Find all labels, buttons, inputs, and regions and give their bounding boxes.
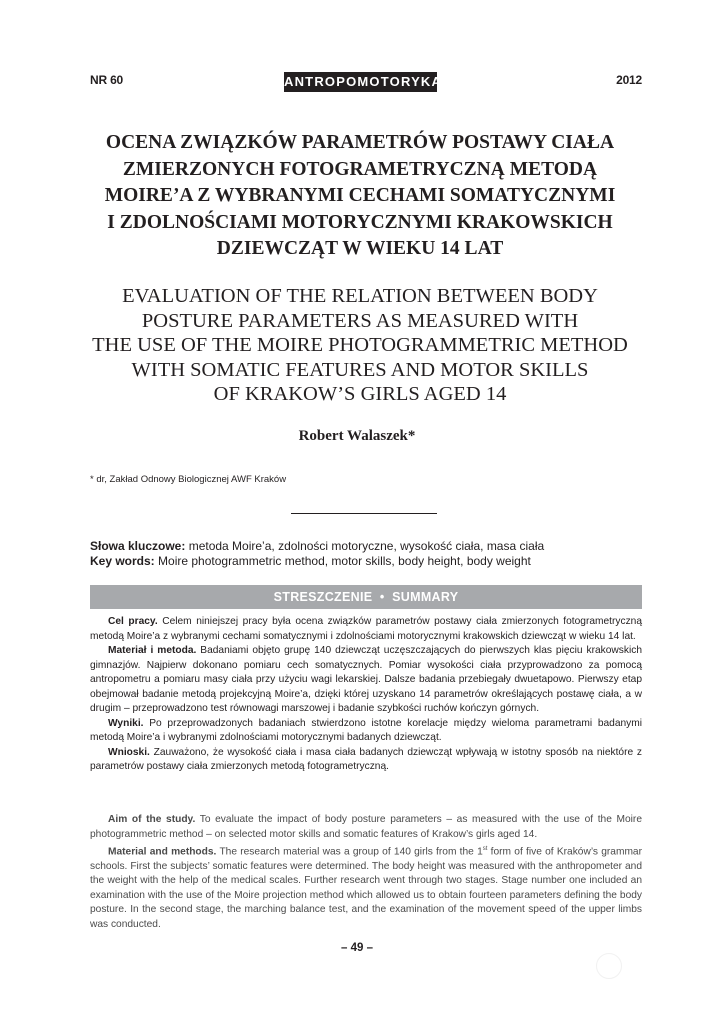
ordinal-suffix: st xyxy=(482,846,488,852)
watermark-logo-icon xyxy=(596,953,622,979)
abstract-label: Wyniki. xyxy=(108,717,144,729)
author-affiliation: * dr, Zakład Odnowy Biologicznej AWF Kraków xyxy=(90,474,287,485)
separator-rule xyxy=(291,513,437,514)
title-en-line: POSTURE PARAMETERS AS MEASURED WITH xyxy=(141,309,579,332)
keywords-english xyxy=(90,554,650,569)
page-number: – 49 – xyxy=(341,942,373,954)
title-pl-line: DZIEWCZĄT W WIEKU 14 LAT xyxy=(216,238,504,259)
title-en-line: EVALUATION OF THE RELATION BETWEEN BODY xyxy=(122,285,598,307)
abstract-text: The research material was a group of 140 girls from the 1 xyxy=(216,846,483,858)
abstract-label: Materiał i metoda. xyxy=(108,645,197,656)
summary-heading-bar: STRESZCZENIE • SUMMARY xyxy=(90,585,642,609)
author-name: Robert Walaszek* xyxy=(298,428,416,444)
title-en-line: WITH SOMATIC FEATURES AND MOTOR SKILLS xyxy=(131,358,589,381)
abstract-polish xyxy=(90,615,642,775)
abstract-english xyxy=(90,813,642,932)
abstract-label: Cel pracy. xyxy=(108,616,158,627)
title-en-line: OF KRAKOW’S GIRLS AGED 14 xyxy=(213,383,507,405)
title-pl-line: OCENA ZWIĄZKÓW PARAMETRÓW POSTAWY CIAŁA xyxy=(105,132,615,153)
abstract-label: Wnioski. xyxy=(108,746,150,758)
abstract-paragraph xyxy=(90,813,642,842)
title-pl-line: MOIRE’A Z WYBRANYMI CECHAMI SOMATYCZNYMI xyxy=(104,185,616,206)
keywords-pl-label: Słowa kluczowe: xyxy=(90,539,186,553)
abstract-label: Aim of the study. xyxy=(108,814,196,825)
abstract-paragraph xyxy=(90,717,642,746)
abstract-text: To evaluate the impact of body posture parameters – as measured with the use of the Moire photogrammetric method – on selected motor skills and somatic features of Krakow’s girls aged 14. xyxy=(90,814,642,840)
keywords-polish xyxy=(90,539,650,554)
keywords-en-label: Key words: xyxy=(90,554,155,568)
abstract-text: form of five of Kraków’s grammar schools. First the subjects’ somatic features were determined. The body height was measured with the anthropometer and the weight with the help of the medical scales. Further research went through two stages. Stage number one included an examination with the use of the Moire projection method which allowed us to obtain fourteen parameters defining the body posture. In the second stage, the marching balance test, and the examination of the movement speed of the upper limbs was conducted. xyxy=(90,846,642,930)
title-en-line: THE USE OF THE MOIRE PHOTOGRAMMETRIC METHOD xyxy=(92,334,628,356)
keywords-pl-text: metoda Moire’a, zdolności motoryczne, wysokość ciała, masa ciała xyxy=(185,539,545,553)
journal-name-badge: ANTROPOMOTORYKA xyxy=(284,72,437,92)
abstract-label: Material and methods. xyxy=(108,846,217,858)
abstract-text: Badaniami objęto grupę 140 dziewcząt uczęszczających do pierwszych klas pięciu krakowskich gimnazjów. Najpierw dokonano pomiaru cech somatycznych. Pomiar wysokości ciała przyprowadzono za pomocą antropometru a pomiaru masy ciała przy użyciu wagi lekarskiej. Dalsze badania przebiegały dwuetapowo. Pierwszy etap obejmował badanie metodą projekcyjną Moire’a, dzięki której uzyskano 14 parametrów określających postawę ciała, a w drugim – przeprowadzono test równowagi marszowej i badanie szybkości ruchów kończyn górnych. xyxy=(90,645,642,714)
abstract-paragraph xyxy=(90,644,642,717)
keywords-en-text: Moire photogrammetric method, motor skills, body height, body weight xyxy=(154,554,531,568)
issue-year: 2012 xyxy=(616,73,642,87)
abstract-paragraph xyxy=(90,615,642,644)
abstract-text: Zauważono, że wysokość ciała i masa ciała badanych dziewcząt wpływają w istotny sposób na niektóre z parametrów postawy ciała zmierzonych metodą fotogrametryczną. xyxy=(90,746,642,772)
issue-number: NR 60 xyxy=(90,73,124,87)
abstract-text: Celem niniejszej pracy była ocena związków parametrów postawy ciała zmierzonych fotogrametryczną metodą Moire’a z wybranymi cechami somatycznymi i zdolnościami motorycznymi krakowskich dziewcząt w wieku 14 lat. xyxy=(90,616,642,642)
title-english xyxy=(60,284,660,407)
title-polish xyxy=(70,130,650,263)
abstract-paragraph xyxy=(90,842,642,932)
title-pl-line: I ZDOLNOŚCIAMI MOTORYCZNYMI KRAKOWSKICH xyxy=(107,211,613,233)
abstract-text: Po przeprowadzonych badaniach stwierdzono istotne korelacje między wieloma parametrami badanymi metodą Moire’a i wybranymi zdolnościami motorycznymi badanych dziewcząt. xyxy=(90,717,642,743)
title-pl-line: ZMIERZONYCH FOTOGRAMETRYCZNĄ METODĄ xyxy=(122,158,598,180)
abstract-paragraph xyxy=(90,746,642,775)
keywords-block xyxy=(90,539,650,569)
